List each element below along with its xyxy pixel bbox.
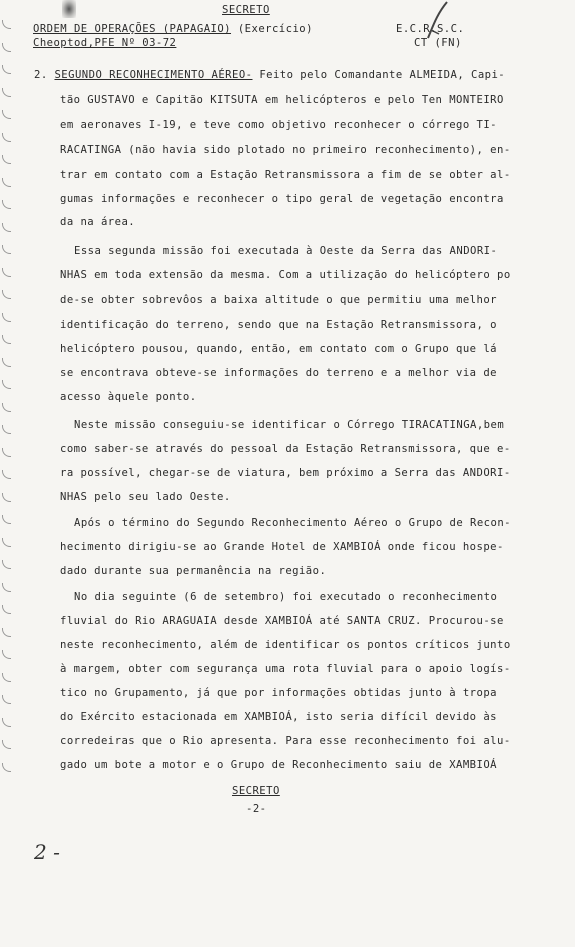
binding-hole xyxy=(2,673,11,682)
binding-hole xyxy=(2,403,11,412)
binding-hole xyxy=(2,290,11,299)
body-line: corredeiras que o Rio apresenta. Para esse reconhecimento foi alu- xyxy=(60,735,511,747)
body-line: em aeronaves I-19, e teve como objetivo reconhecer o córrego TI- xyxy=(60,119,497,131)
order-title: ORDEM DE OPERAÇÕES (PAPAGAIO) xyxy=(33,23,232,35)
page-number: -2- xyxy=(246,803,267,815)
binding-hole xyxy=(2,335,11,344)
body-line: ra possível, chegar-se de viatura, bem próximo a Serra das ANDORI- xyxy=(60,467,511,479)
order-title-line xyxy=(33,24,313,35)
handwritten-note: 2 - xyxy=(34,840,60,864)
section-heading: SEGUNDO RECONHECIMENTO AÉREO- xyxy=(54,69,253,81)
binding-hole xyxy=(2,763,11,772)
binding-holes xyxy=(2,20,16,780)
classification-top: SECRETO xyxy=(222,4,270,16)
body-line: gado um bote a motor e o Grupo de Reconhecimento saiu de XAMBIOÁ xyxy=(60,759,497,771)
body-line: acesso àquele ponto. xyxy=(60,391,197,403)
binding-hole xyxy=(2,650,11,659)
order-code: Cheoptod,PFE Nº 03-72 xyxy=(33,37,177,49)
body-line-1 xyxy=(34,70,505,81)
body-line: neste reconhecimento, além de identificar os pontos críticos junto xyxy=(60,639,511,651)
binding-hole xyxy=(2,425,11,434)
body-line: à margem, obter com segurança uma rota fluvial para o apoio logís- xyxy=(60,663,511,675)
binding-hole xyxy=(2,718,11,727)
ink-smudge xyxy=(62,0,76,18)
body-line: RACATINGA (não havia sido plotado no primeiro reconhecimento), en- xyxy=(60,144,511,156)
binding-hole xyxy=(2,448,11,457)
body-line: Essa segunda missão foi executada à Oeste da Serra das ANDORI- xyxy=(74,245,498,257)
binding-hole xyxy=(2,515,11,524)
item-prefix: 2. xyxy=(34,69,55,81)
body-line: do Exército estacionada em XAMBIOÁ, isto seria difícil devido às xyxy=(60,711,497,723)
binding-hole xyxy=(2,740,11,749)
body-line: dado durante sua permanência na região. xyxy=(60,565,327,577)
body-line: de-se obter sobrevôos a baixa altitude o que permitiu uma melhor xyxy=(60,294,497,306)
binding-hole xyxy=(2,560,11,569)
binding-hole xyxy=(2,313,11,322)
binding-hole xyxy=(2,605,11,614)
binding-hole xyxy=(2,358,11,367)
classification-bottom: SECRETO xyxy=(232,785,280,797)
body-line: hecimento dirigiu-se ao Grande Hotel de XAMBIOÁ onde ficou hospe- xyxy=(60,541,504,553)
body-line: NHAS em toda extensão da mesma. Com a utilização do helicóptero po xyxy=(60,269,511,281)
body-line: trar em contato com a Estação Retransmissora a fim de se obter al- xyxy=(60,169,511,181)
origin-line-2: CT (FN) xyxy=(414,37,462,49)
body-line-1-text: Feito pelo Comandante ALMEIDA, Capi- xyxy=(259,69,506,81)
binding-hole xyxy=(2,200,11,209)
binding-hole xyxy=(2,110,11,119)
order-type: (Exercício) xyxy=(237,23,313,35)
binding-hole xyxy=(2,695,11,704)
body-line: helicóptero pousou, quando, então, em contato com o Grupo que lá xyxy=(60,343,497,355)
body-line: No dia seguinte (6 de setembro) foi executado o reconhecimento xyxy=(74,591,498,603)
binding-hole xyxy=(2,223,11,232)
binding-hole xyxy=(2,178,11,187)
binding-hole xyxy=(2,380,11,389)
binding-hole xyxy=(2,88,11,97)
body-line: Neste missão conseguiu-se identificar o Córrego TIRACATINGA,bem xyxy=(74,419,505,431)
body-line: como saber-se através do pessoal da Estação Retransmissora, que e- xyxy=(60,443,511,455)
binding-hole xyxy=(2,43,11,52)
body-line: da na área. xyxy=(60,216,136,228)
origin-line-1: E.C.R.S.C. xyxy=(396,23,465,35)
binding-hole xyxy=(2,133,11,142)
binding-hole xyxy=(2,268,11,277)
binding-hole xyxy=(2,65,11,74)
binding-hole xyxy=(2,493,11,502)
body-line: fluvial do Rio ARAGUAIA desde XAMBIOÁ até SANTA CRUZ. Procurou-se xyxy=(60,615,504,627)
binding-hole xyxy=(2,583,11,592)
binding-hole xyxy=(2,155,11,164)
binding-hole xyxy=(2,538,11,547)
body-line: identificação do terreno, sendo que na Estação Retransmissora, o xyxy=(60,319,497,331)
body-line: gumas informações e reconhecer o tipo geral de vegetação encontra xyxy=(60,193,504,205)
body-line: tão GUSTAVO e Capitão KITSUTA em helicópteros e pelo Ten MONTEIRO xyxy=(60,94,504,106)
binding-hole xyxy=(2,628,11,637)
binding-hole xyxy=(2,245,11,254)
binding-hole xyxy=(2,20,11,29)
body-line: NHAS pelo seu lado Oeste. xyxy=(60,491,231,503)
body-line: tico no Grupamento, já que por informações obtidas junto à tropa xyxy=(60,687,497,699)
binding-hole xyxy=(2,470,11,479)
body-line: Após o término do Segundo Reconhecimento Aéreo o Grupo de Recon- xyxy=(74,517,511,529)
body-line: se encontrava obteve-se informações do terreno e a melhor via de xyxy=(60,367,497,379)
